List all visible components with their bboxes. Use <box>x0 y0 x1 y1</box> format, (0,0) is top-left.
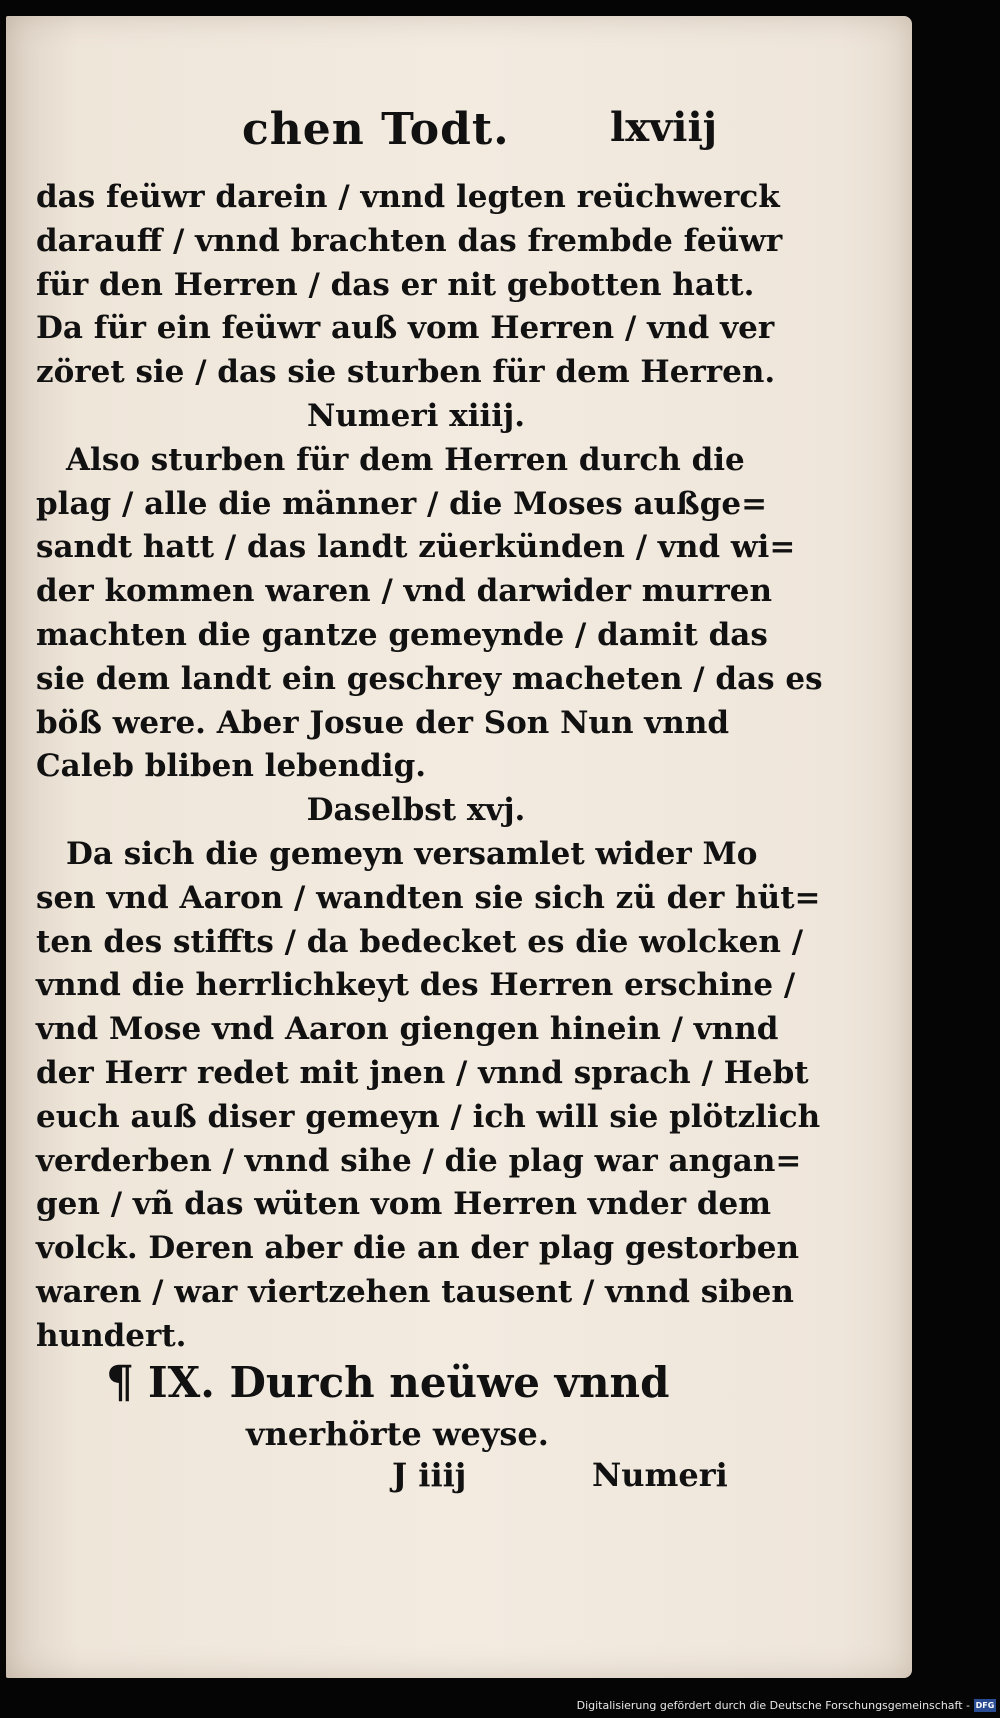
text-line: vnd Mose vnd Aaron giengen hinein / vnnd <box>36 1011 779 1048</box>
text-line: Da für ein feüwr auß vom Herren / vnd ver <box>36 310 775 347</box>
chapter-heading-line <box>106 1356 746 1410</box>
text-line: sandt hatt / das landt züerkünden / vnd wi= <box>36 529 796 566</box>
page-header <box>6 104 912 164</box>
text-line: hundert. <box>36 1317 187 1354</box>
chapter-subtitle: vnerhörte weyse. <box>246 1415 549 1453</box>
text-line: ten des stiffts / da bedecket es die wolcken / <box>36 923 804 960</box>
footer-bar <box>0 1692 1000 1718</box>
text-line: das feüwr darein / vnnd legten reüchwerck <box>36 179 780 215</box>
text-line: Also sturben für dem Herren durch die <box>66 441 745 478</box>
text-line: euch auß diser gemeyn / ich will sie plötzlich <box>36 1098 821 1135</box>
text-line: sen vnd Aaron / wandten sie sich zü der hüt= <box>36 879 821 916</box>
text-line: böß were. Aber Josue der Son Nun vnnd <box>36 704 730 741</box>
text-line: der kommen waren / vnd darwider murren <box>36 573 772 610</box>
text-line: Da sich die gemeyn versamlet wider Mo <box>66 835 758 872</box>
section-reference: Numeri xiiij. <box>306 397 526 434</box>
text-line: sie dem landt ein geschrey macheten / das es <box>36 660 823 697</box>
text-line: Caleb bliben lebendig. <box>36 748 427 785</box>
text-line: verderben / vnnd sihe / die plag war angan= <box>36 1142 802 1179</box>
section-reference: Daselbst xvj. <box>306 792 526 829</box>
text-line: darauff / vnnd brachten das frembde feüwr <box>36 222 783 259</box>
text-line: der Herr redet mit jnen / vnnd sprach / Hebt <box>36 1054 809 1091</box>
body-text <box>36 176 823 1359</box>
text-line: vnnd die herrlichkeyt des Herren erschine / <box>36 967 796 1004</box>
book-page <box>6 16 912 1678</box>
funding-note: Digitalisierung gefördert durch die Deutsche Forschungsgemeinschaft - <box>576 1699 970 1712</box>
text-line: zöret sie / das sie sturben für dem Herren. <box>36 354 776 391</box>
text-line: waren / war viertzehen tausent / vnnd siben <box>36 1273 794 1310</box>
chapter-title: IX. Durch neüwe vnnd <box>148 1358 670 1407</box>
signature-mark: J iiij <box>392 1456 467 1494</box>
catchword: Numeri <box>592 1456 728 1494</box>
dfg-logo: DFG <box>975 1701 995 1710</box>
running-title: chen Todt. <box>242 104 510 155</box>
text-line: machten die gantze gemeynde / damit das <box>36 616 768 653</box>
text-line: volck. Deren aber die an der plag gestorben <box>36 1230 800 1267</box>
folio-number: lxviij <box>610 104 718 151</box>
chapter-heading <box>106 1356 746 1458</box>
text-line: plag / alle die männer / die Moses außge= <box>36 485 768 522</box>
pilcrow-icon: ¶ <box>106 1357 134 1408</box>
text-line: für den Herren / das er nit gebotten hatt. <box>36 266 755 303</box>
text-line: gen / vñ das wüten vom Herren vnder dem <box>36 1186 772 1223</box>
